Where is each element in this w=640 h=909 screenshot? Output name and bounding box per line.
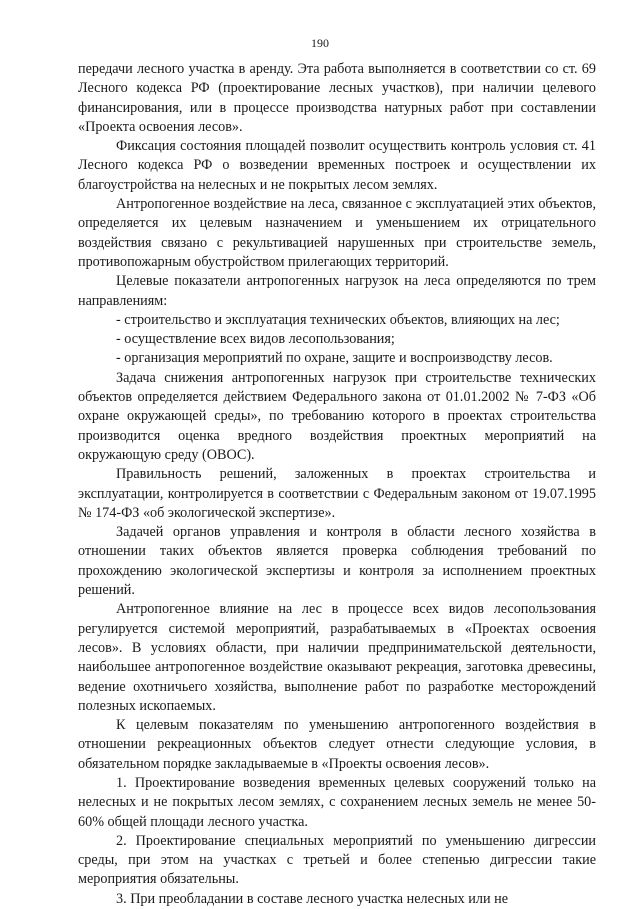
numbered-item: 2. Проектирование специальных мероприятий по уменьшению дигрессии среды, при этом на участках с третьей и более степенью дигрессии такие мероприятия обязательны. xyxy=(78,832,596,888)
paragraph: Задачей органов управления и контроля в области лесного хозяйства в отношении таких объектов является проверка соблюдения требований по прохождению экологической экспертизы и контроля за исполнением проектных решений. xyxy=(78,524,596,599)
paragraph: Антропогенное воздействие на леса, связанное с эксплуатацией этих объектов, определяется их целевым назначением и уменьшением их отрицательного воздействия связано с рекультивацией нарушенных при строительстве земель, противопожарным обустройством прилегающих территорий. xyxy=(78,196,596,270)
page-number: 190 xyxy=(311,36,329,50)
list-item: - строительство и эксплуатация технических объектов, влияющих на лес; xyxy=(116,311,560,328)
numbered-item: 1. Проектирование возведения временных целевых сооружений только на нелесных и не покрытых лесом землях, с сохранением лесных земель не менее 50-60% общей площади лесного участка. xyxy=(78,774,596,830)
numbered-item: 3. При преобладании в составе лесного участка нелесных или не xyxy=(116,890,508,907)
paragraph: Целевые показатели антропогенных нагрузок на леса определяются по трем направлениям: xyxy=(78,273,596,309)
paragraph: передачи лесного участка в аренду. Эта работа выполняется в соответствии со ст. 69 Лесного кодекса РФ (проектирование лесных участков), при наличии целевого финансирования, или в процессе производства натурных работ при составлении «Проекта освоения лесов». xyxy=(78,61,596,135)
paragraph: Фиксация состояния площадей позволит осуществить контроль условия ст. 41 Лесного кодекса РФ о возведении временных построек и осуществлении их благоустройства на нелесных и не покрытых лесом землях. xyxy=(78,138,596,193)
paragraph: Антропогенное влияние на лес в процессе всех видов лесопользования регулируется системой мероприятий, разрабатываемых в «Проектах освоения лесов». В условиях области, при наличии предпринимательской деятельности, наибольшее антропогенное воздействие оказывают рекреация, заготовка древесины, ведение охотничьего хозяйства, выполнение работ по разработке месторождений полезных ископаемых. xyxy=(78,601,596,714)
paragraph: Задача снижения антропогенных нагрузок при строительстве технических объектов определяется действием Федерального закона от 01.01.2002 № 7-ФЗ «Об охране окружающей среды», по требованию которого в проектах строительства производится оценка вредного воздействия проектных мероприятий на окружающую среду (ОВОС). xyxy=(78,369,596,463)
list-item: - организация мероприятий по охране, защите и воспроизводству лесов. xyxy=(116,350,553,367)
paragraph: К целевым показателям по уменьшению антропогенного воздействия в отношении рекреационных объектов следует отнести следующие условия, в обязательном порядке закладываемые в «Проекты освоения лесов». xyxy=(78,717,596,772)
paragraph: Правильность решений, заложенных в проектах строительства и эксплуатации, контролируется в соответствии с Федеральным законом от 19.07.1995 № 174-ФЗ «об экологической экспертизе». xyxy=(78,466,596,521)
document-body xyxy=(78,60,596,909)
list-item: - осуществление всех видов лесопользования; xyxy=(116,331,395,348)
